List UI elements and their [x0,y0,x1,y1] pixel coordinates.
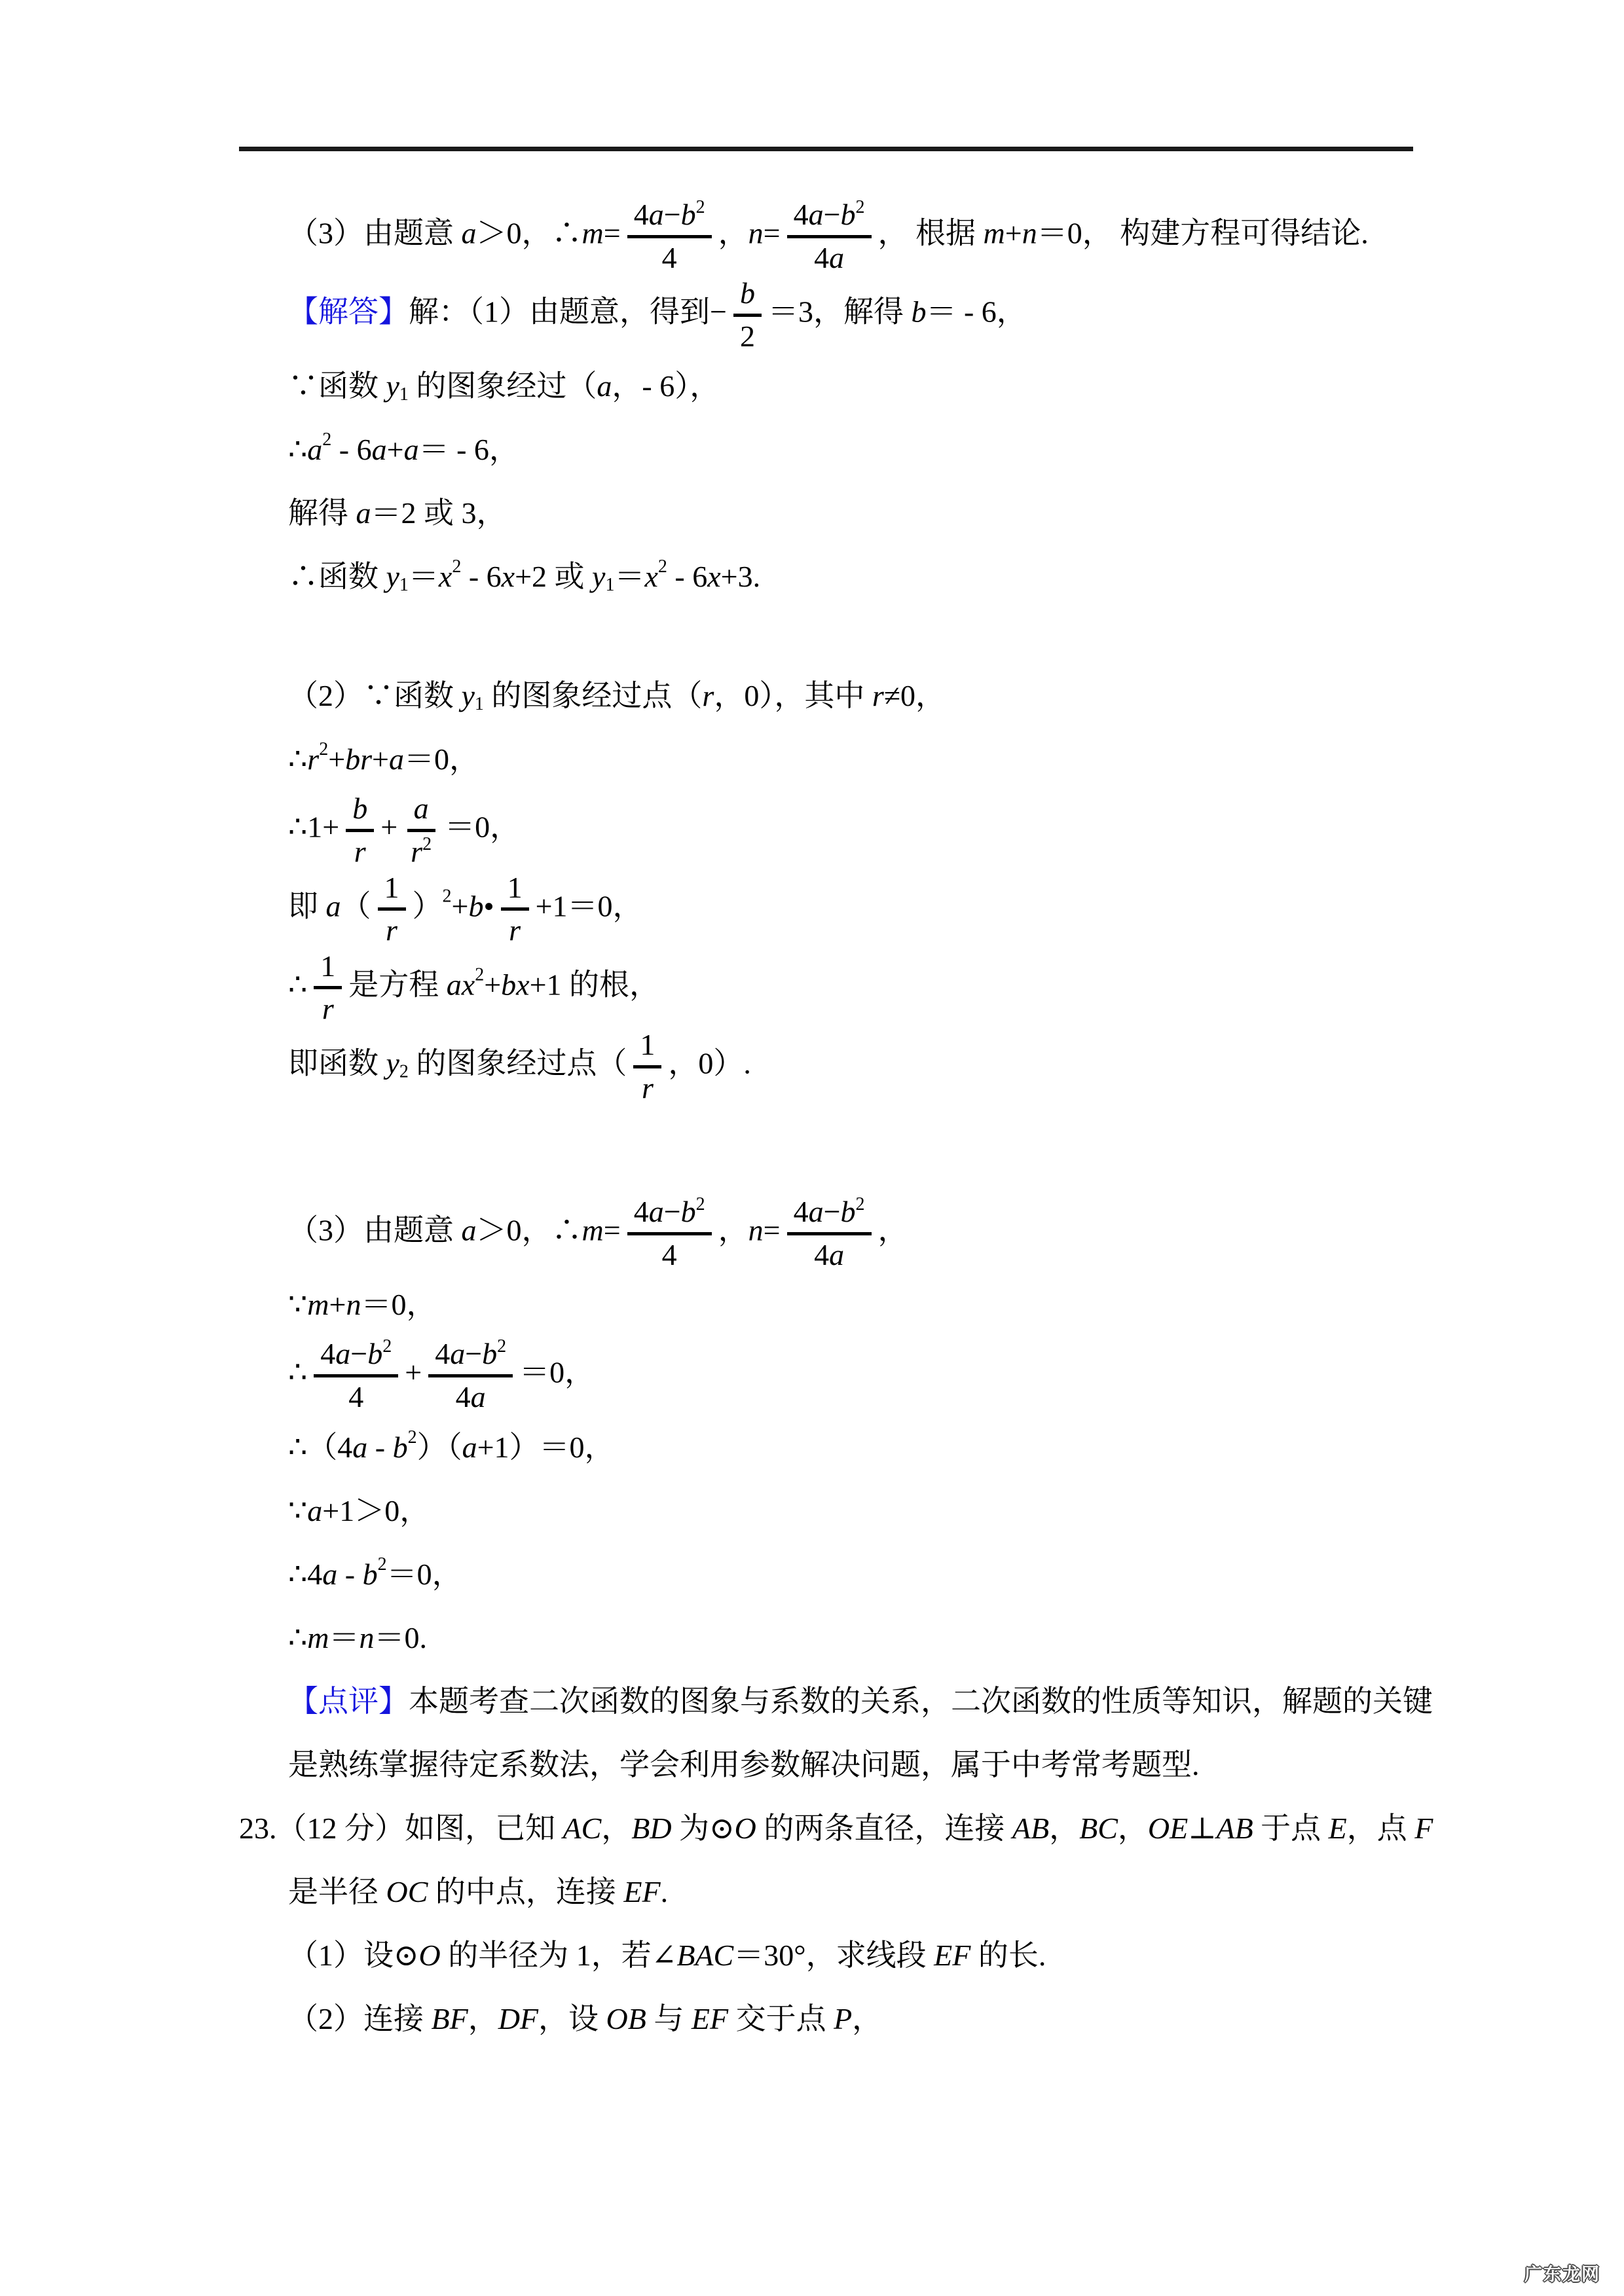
text-run: P [834,2001,853,2035]
text-run: 4 [814,240,830,274]
text-run: b [501,968,517,1002]
text-run: x [516,968,530,1002]
fraction-numerator [787,1194,872,1235]
text-run: OB [606,2001,646,2035]
text-run: 2 [739,319,755,353]
text-run: ＝ - 6， [418,433,519,467]
text-run: a [808,1195,824,1229]
para-q23 [239,1796,1433,1860]
text-run: r [702,679,714,713]
para-solve-a [288,481,1418,545]
superscript: 2 [855,1194,865,1215]
text-run: y [386,369,399,403]
para-a-plus-1 [288,1479,1418,1542]
fraction-numerator [346,791,374,832]
subscript: 1 [399,384,409,405]
superscript: 2 [475,964,485,985]
text-run: 1 [384,870,399,904]
text-run: r [354,834,366,868]
text-run: ＞0，∴ [476,1213,582,1247]
text-run: a [335,1337,351,1371]
text-run: b [468,889,484,923]
text-run: x [501,560,515,594]
fraction-numerator [633,1027,661,1068]
text-run: ，点 [1346,1811,1415,1845]
text-run: b [392,1430,408,1464]
para-3-start [288,1194,1418,1273]
superscript: 2 [377,1554,387,1575]
text-run: 4 [455,1379,471,1413]
para-r-equation [288,727,1418,791]
fraction-denominator [502,911,527,949]
text-run: b [840,1195,856,1229]
fraction [787,1194,872,1273]
text-run: 本题考查二次函数的图象与系数的关系，二次函数的性质等知识，解题的关键 [409,1684,1433,1718]
fraction [378,870,406,949]
text-run: ∵ [288,1288,308,1322]
subscript: 1 [399,575,409,596]
text-run: n [748,216,764,250]
text-run: BF [431,2001,468,2035]
text-run: a [352,1430,368,1464]
text-run: y [386,560,399,594]
text-run: - 6 [331,433,372,467]
para-q23-sub1 [288,1923,1418,1987]
text-run: ， [1117,1811,1148,1845]
text-run: a [371,433,387,467]
text-run: a [322,1557,338,1591]
text-run: - [367,1430,393,1464]
text-run: + [405,1355,422,1389]
text-run: a [470,1379,486,1413]
text-run: 的图象经过（ [408,369,597,403]
para-q23-sub2 [288,1987,1418,2050]
text-run: BD [631,1811,672,1845]
text-run: • [483,889,494,923]
fraction-numerator [407,791,435,832]
text-run: 解：（1）由题意，得到− [409,295,727,329]
text-run: ＝0， [386,1557,462,1591]
text-run: a [648,1195,664,1229]
text-run: y [461,679,475,713]
text-run: AB [1216,1811,1253,1845]
text-run: 23.（12 分）如图，已知 [239,1811,563,1845]
text-run: b [911,295,927,329]
text-run: O [418,1938,441,1972]
text-run: b [840,198,856,231]
fraction-denominator [807,1235,851,1273]
text-run: ＝0， [361,1288,437,1322]
text-run: y [592,560,606,594]
text-run: ， [468,2001,498,2035]
text-run: n [1022,216,1037,250]
fraction-denominator [807,238,851,276]
text-run: 的长. [970,1938,1046,1972]
text-run: （1）设⊙ [288,1938,419,1972]
text-run: x [707,560,721,594]
text-run: − [823,1195,841,1229]
text-run: （2）连接 [288,2001,432,2035]
text-run: 4 [793,198,809,231]
text-run: a [461,1213,477,1247]
text-run: ＞0，∴ [476,216,582,250]
text-run: ＝ - 6， [926,295,1027,329]
text-run: 即 [288,889,326,923]
fraction [733,276,762,354]
text-run: ） [412,889,443,923]
text-run: 4 [814,1237,830,1271]
text-run: 与 [646,2001,692,2035]
fraction [787,197,872,276]
text-run: − [465,1337,483,1371]
text-run: （3）由题意 [288,216,462,250]
text-run: x [461,968,475,1002]
text-run: 即函数 [288,1046,386,1080]
text-run: （3）由题意 [288,1213,462,1247]
superscript: 2 [382,1336,392,1357]
fraction-denominator [733,317,762,355]
text-run: ≠0， [883,679,946,713]
text-run: ，0）. [668,1046,751,1080]
text-run: 4 [633,198,649,231]
text-run: 的图象经过点（ [483,679,703,713]
text-run: +1＝0， [535,889,643,923]
text-run: EF [934,1938,971,1972]
text-run: O [734,1811,756,1845]
text-run: a [648,198,664,231]
fraction [627,197,712,276]
text-run: - [337,1557,363,1591]
fraction-numerator [428,1336,513,1377]
document-body [239,151,1433,2050]
para-q23-cont [288,1860,1418,1923]
fraction [627,1194,712,1273]
text-run: 的两条直径，连接 [756,1811,1012,1845]
fraction [501,870,529,949]
text-run: a [446,968,462,1002]
text-run: 1 [640,1027,655,1061]
superscript: 2 [442,886,452,907]
fraction-denominator [342,1377,370,1415]
text-run: ＝2 或 3， [371,496,507,530]
text-run: EF [691,2001,729,2035]
text-run: a [413,792,429,826]
para-frac-sum [288,1336,1418,1415]
header-rule [239,147,1413,151]
text-run: ∴ [288,742,308,776]
fraction-denominator [379,911,404,949]
text-run: r [509,913,521,947]
fraction-denominator [655,238,684,276]
text-run: 是熟练掌握待定系数法，学会利用参数解决问题，属于中考常考题型. [288,1747,1200,1781]
text-run: 的图象经过点（ [408,1046,627,1080]
text-run: a [808,198,824,231]
text-run: + [380,811,398,845]
superscript: 2 [695,197,705,217]
superscript: 2 [319,739,329,760]
fraction-numerator [314,949,342,990]
text-run: ＝ [614,560,645,594]
text-run: ， 根据 [877,216,984,250]
text-run: 1 [507,870,523,904]
text-run: − [663,198,681,231]
text-run: +1＞0， [322,1493,430,1527]
text-run: 为⊙ [671,1811,735,1845]
text-run: m [983,216,1005,250]
text-run: r [411,834,423,868]
text-run: − [350,1337,368,1371]
superscript: 2 [422,833,432,854]
superscript: 2 [855,197,865,217]
text-run: ）（ [416,1430,462,1464]
text-run: +1）＝0， [477,1430,615,1464]
text-run: m [307,1620,329,1654]
text-run: OE [1147,1811,1189,1845]
fraction-denominator [348,832,373,870]
text-run: 交于点 [728,2001,834,2035]
text-run: - 6 [667,560,708,594]
text-run: + [1005,216,1022,250]
text-run: ， [718,1213,748,1247]
text-run: 是半径 [288,1874,386,1908]
text-run: ∴ [288,433,308,467]
fraction [314,1336,398,1415]
text-run: r [641,1070,654,1104]
text-run: ， [601,1811,632,1845]
text-run: m [307,1288,329,1322]
para-m-n-zero [288,1606,1418,1669]
fraction [633,1027,661,1106]
superscript: 2 [452,556,462,577]
text-run: b [352,792,368,826]
text-run: F [1414,1811,1433,1845]
text-run: r [322,992,334,1026]
text-run: 4 [661,1237,677,1271]
para-y1-result [288,545,1418,608]
para-4a-b2 [288,1542,1418,1606]
text-run: ，0），其中 [714,679,872,713]
text-run: a [450,1337,466,1371]
text-run: a [307,1493,323,1527]
text-run: = [763,1213,781,1247]
superscript: 2 [407,1427,417,1448]
text-run: +2 或 [515,560,593,594]
para-2-start [288,664,1418,727]
text-run: a [829,1237,845,1271]
subscript: 1 [474,694,484,715]
text-run: ＝0， 构建方程可得结论. [1037,216,1369,250]
text-run: + [386,433,404,467]
text-run: x [644,560,658,594]
text-run: ＝ [329,1620,360,1654]
fraction-numerator [627,197,712,238]
text-run: 4 [320,1337,336,1371]
text-run: + [451,889,469,923]
text-run: 4 [661,240,677,274]
fraction-numerator [733,276,762,317]
text-run: AC [563,1811,602,1845]
text-run: r [872,679,884,713]
para-comment-1 [288,1669,1433,1733]
text-run: m [581,1213,604,1247]
fraction [428,1336,513,1415]
comment-label: 【点评】 [288,1684,409,1718]
text-run: a [403,433,419,467]
text-run: b [680,1195,696,1229]
text-run: ＝0， [445,811,521,845]
text-run: 的半径为 1，若∠ [440,1938,677,1972]
text-run: ∵ [288,1493,308,1527]
text-run: EF [623,1874,661,1908]
text-run: ∴ [288,968,308,1002]
text-run: m [581,216,604,250]
text-run: a [462,1430,477,1464]
text-run: + [484,968,502,1002]
para-answer-1 [288,276,1418,354]
text-run: = [763,216,781,250]
text-run: r [307,742,320,776]
fraction-numerator [787,197,872,238]
text-run: +1 的根， [529,968,660,1002]
text-run: b [362,1557,378,1591]
text-run: ∴ [288,1620,308,1654]
answer-label: 【解答】 [288,295,409,329]
text-run: E [1328,1811,1347,1845]
text-run: a [461,216,477,250]
text-run: − [823,198,841,231]
text-run: − [663,1195,681,1229]
text-run: + [329,1288,346,1322]
text-run: b [739,276,755,310]
text-run: a [307,433,323,467]
text-run: a [597,369,612,403]
text-run: a [325,889,341,923]
text-run: ∴（4 [288,1430,353,1464]
text-run: ＝0， [519,1355,595,1389]
para-divide-r2 [288,791,1418,869]
subscript: 2 [399,1061,409,1082]
text-run: b [482,1337,498,1371]
text-run: ＝ [408,560,439,594]
text-run: 4 [348,1379,364,1413]
text-run: r [360,742,373,776]
para-mn-zero [288,1273,1418,1336]
para-comment-2 [288,1733,1418,1796]
fraction-denominator [404,832,438,870]
fraction-numerator [501,870,529,911]
fraction-denominator [316,989,341,1027]
superscript: 2 [322,429,332,450]
text-run: ∴函数 [288,560,386,594]
superscript: 2 [695,1194,705,1215]
text-run: ，- 6）， [612,369,720,403]
fraction [314,949,342,1027]
text-run: + [328,742,346,776]
text-run: - 6 [461,560,502,594]
text-run: a [356,496,371,530]
fraction-numerator [378,870,406,911]
text-run: 4 [633,1195,649,1229]
text-run: ＝30°，求线段 [733,1938,934,1972]
para-3-preview [288,197,1418,276]
text-run: DF [498,2001,539,2035]
text-run: 1 [320,949,336,983]
text-run: 是方程 [348,968,447,1002]
text-run: ， [877,1213,908,1247]
text-run: a [829,240,845,274]
text-run: ＝0， [404,742,479,776]
text-run: ＝3，解得 [767,295,912,329]
text-run: x [438,560,452,594]
text-run: y [386,1046,399,1080]
para-factored [288,1415,1418,1479]
text-run: OC [386,1874,428,1908]
text-run: n [748,1213,764,1247]
para-a-equation [288,418,1418,481]
text-run: 于点 [1253,1811,1329,1845]
text-run: r [386,913,397,947]
text-run: ， [852,2001,883,2035]
text-run: （2）∵函数 [288,679,462,713]
text-run: ∴1+ [288,811,340,845]
text-run: （ [341,889,371,923]
text-run: ∴4 [288,1557,323,1591]
para-rewrite [288,870,1418,949]
text-run: ， [718,216,748,250]
text-run: ＝0. [374,1620,428,1654]
text-run: AB [1012,1811,1050,1845]
fraction [346,791,374,869]
text-run: b [367,1337,383,1371]
text-run: BC [1079,1811,1118,1845]
text-run: ， [1049,1811,1080,1845]
text-run: ∵函数 [288,369,386,403]
text-run: + [372,742,389,776]
para-y2-passes [288,1027,1418,1106]
fraction-denominator [655,1235,684,1273]
text-run: ，设 [538,2001,606,2035]
superscript: 2 [657,556,667,577]
text-run: b [345,742,361,776]
text-run: . [660,1874,669,1908]
watermark-text: 广东龙网 [1524,2265,1600,2285]
text-run: 4 [793,1195,809,1229]
text-run: = [603,1213,621,1247]
text-run: b [680,198,696,231]
subscript: 1 [605,575,615,596]
superscript: 2 [497,1336,507,1357]
fraction [404,791,438,869]
fraction-numerator [627,1194,712,1235]
text-run: ∴ [288,1355,308,1389]
text-run: 的中点，连接 [428,1874,624,1908]
text-run: n [359,1620,375,1654]
text-run: a [389,742,404,776]
text-run: = [603,216,621,250]
text-run: 解得 [288,496,356,530]
text-run: 4 [435,1337,451,1371]
fraction-denominator [449,1377,492,1415]
text-run: ⊥ [1188,1811,1217,1845]
fraction-numerator [314,1336,398,1377]
text-run: +3. [720,560,761,594]
para-root [288,949,1418,1027]
text-run: n [346,1288,361,1322]
text-run: BAC [676,1938,734,1972]
fraction-denominator [635,1068,660,1106]
para-y1-passes [288,354,1418,418]
